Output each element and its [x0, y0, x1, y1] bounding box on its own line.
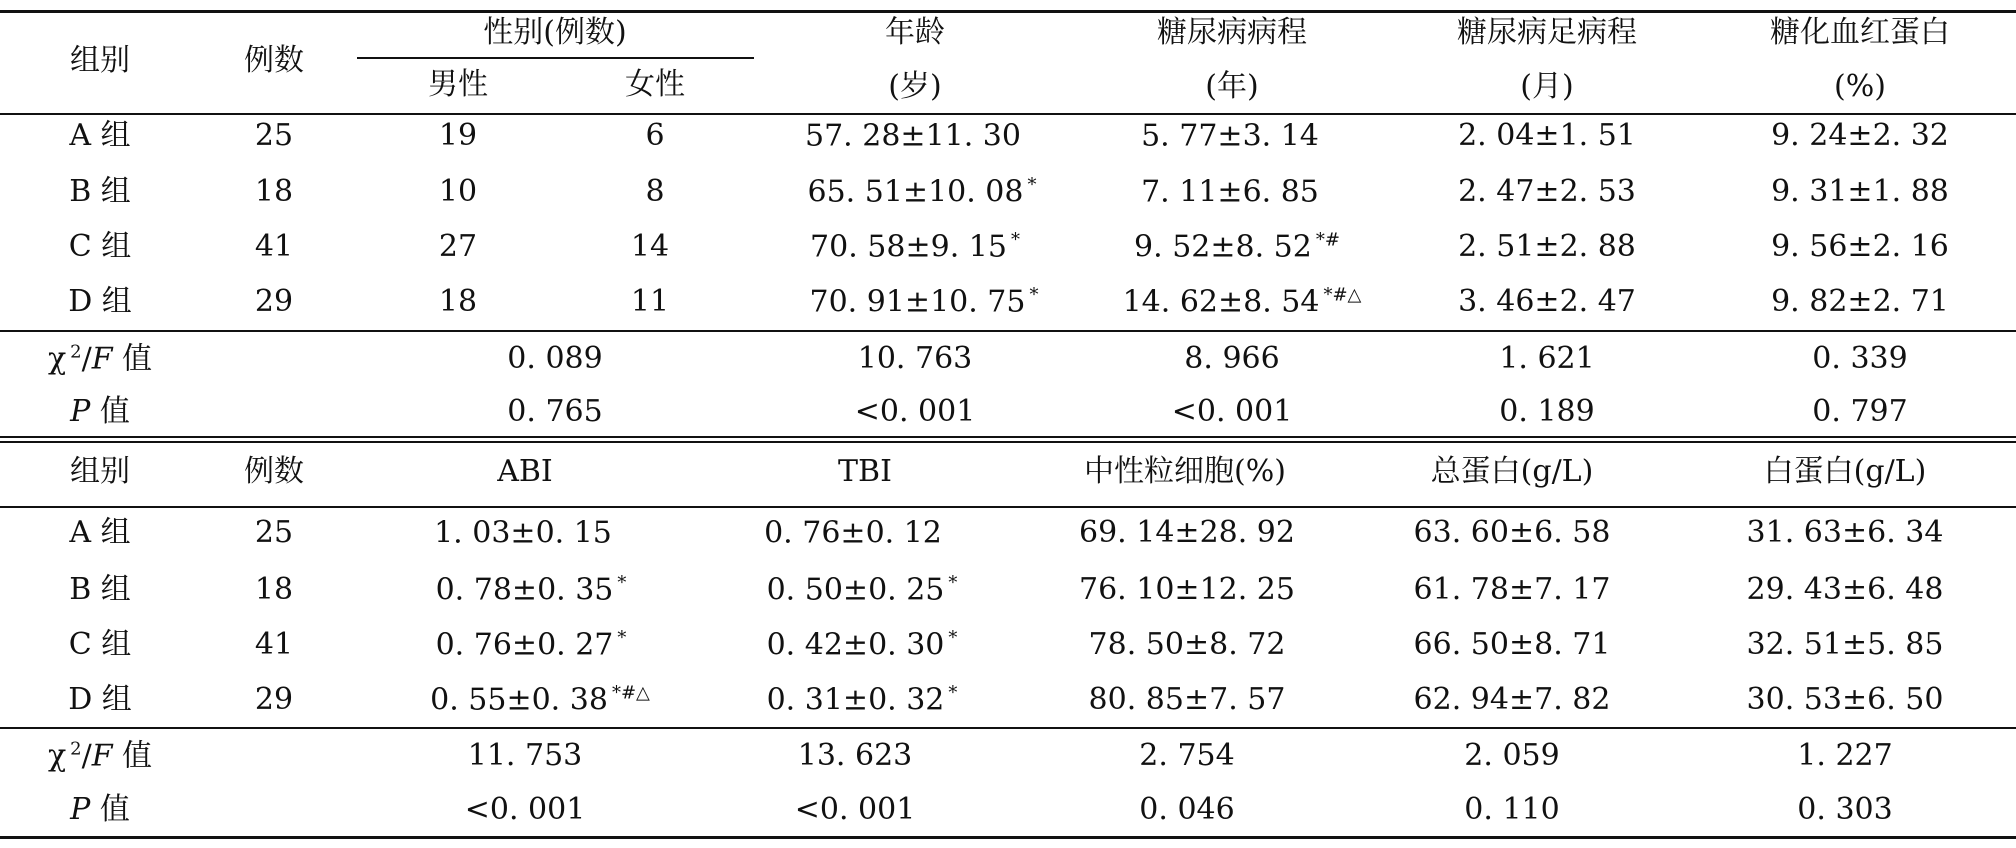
table2-chi-f-alb: 1. 227: [1797, 738, 1893, 773]
table2-row-b-tp: 61. 78±7. 17: [1413, 572, 1611, 607]
table1-row-b-dm-course: 7. 11±6. 85: [1141, 174, 1319, 210]
table1-row-d-hba1c: 9. 82±2. 71: [1771, 284, 1949, 319]
table1-row-a-female: 6: [645, 118, 665, 153]
table2-row-b-alb: 29. 43±6. 48: [1746, 572, 1944, 607]
table2-header-tbi: TBI: [838, 454, 892, 489]
table1-row-a-count: 25: [254, 118, 294, 153]
table2-row-d-group: D 组: [68, 682, 132, 717]
table1-row-a-dm-course: 5. 77±3. 14: [1141, 118, 1319, 154]
table2-row-a-group: A 组: [69, 515, 131, 550]
table1-chi-f-age: 10. 763: [857, 341, 973, 376]
table2-chi-f-label: χ $^2$/F 值: [47, 738, 153, 774]
table1-row-d-age: 70. 91±10. 75 *: [809, 284, 1039, 320]
table2-row-d-count: 29: [254, 682, 294, 717]
table1-chi-f-sex: 0. 089: [507, 341, 603, 376]
table1-row-d-male: 18: [438, 284, 478, 319]
table2-header-count: 例数: [244, 454, 304, 489]
table1-row-c-foot-course: 2. 51±2. 88: [1458, 229, 1636, 264]
table2-row-c-count: 41: [254, 627, 294, 662]
table1-body-rule: [0, 330, 2016, 332]
table2-chi-f-tbi: 13. 623: [797, 738, 913, 773]
header-dm-course: 糖尿病病程: [1157, 15, 1307, 50]
table2-bottom-rule: [0, 836, 2016, 839]
table1-row-c-count: 41: [254, 229, 294, 264]
table2-row-c-alb: 32. 51±5. 85: [1746, 627, 1944, 662]
table2-row-b-neut: 76. 10±12. 25: [1079, 572, 1295, 607]
table-split-rule-2: [0, 441, 2016, 443]
header-foot-course-unit: (月): [1520, 69, 1574, 104]
table2-chi-f-tp: 2. 059: [1464, 738, 1560, 773]
table2-row-b-abi: 0. 78±0. 35 *: [435, 572, 627, 608]
header-hba1c-unit: (%): [1834, 69, 1886, 104]
header-foot-course: 糖尿病足病程: [1457, 15, 1637, 50]
sex-header-underline: [357, 57, 754, 59]
table1-chi-f-label: χ $^2$/F 值: [47, 341, 153, 377]
table1-row-b-group: B 组: [69, 174, 131, 209]
header-hba1c: 糖化血红蛋白: [1770, 15, 1950, 50]
header-count: 例数: [244, 43, 304, 78]
table1-row-b-foot-course: 2. 47±2. 53: [1458, 174, 1636, 209]
table1-p-sex: 0. 765: [507, 394, 603, 429]
table1-row-c-age: 70. 58±9. 15 *: [810, 229, 1020, 265]
table1-row-c-male: 27: [438, 229, 478, 264]
table1-row-b-male: 10: [438, 174, 478, 209]
table1-row-b-hba1c: 9. 31±1. 88: [1771, 174, 1949, 209]
table2-row-d-neut: 80. 85±7. 57: [1088, 682, 1286, 717]
table1-chi-f-hba1c: 0. 339: [1812, 341, 1908, 376]
table2-header-neut: 中性粒细胞(%): [1084, 454, 1286, 489]
table1-row-c-dm-course: 9. 52±8. 52 *#: [1134, 229, 1340, 265]
table2-p-neut: 0. 046: [1139, 792, 1235, 827]
table2-body-rule: [0, 727, 2016, 729]
table1-row-c-hba1c: 9. 56±2. 16: [1771, 229, 1949, 264]
table2-row-a-tp: 63. 60±6. 58: [1413, 515, 1611, 550]
table2-header-rule: [0, 506, 2016, 508]
table2-header-tp: 总蛋白(g/L): [1430, 454, 1594, 489]
table2-p-alb: 0. 303: [1797, 792, 1893, 827]
table1-p-age: <0. 001: [854, 394, 976, 429]
header-dm-course-unit: (年): [1205, 69, 1259, 104]
table-split-rule-1: [0, 436, 2016, 438]
header-group: 组别: [70, 43, 130, 78]
table1-row-b-age: 65. 51±10. 08 *: [807, 174, 1037, 210]
table1-chi-f-foot-course: 1. 621: [1499, 341, 1595, 376]
table1-p-hba1c: 0. 797: [1812, 394, 1908, 429]
table2-p-tp: 0. 110: [1464, 792, 1560, 827]
table1-p-label: P 值: [70, 394, 130, 429]
table2-row-b-group: B 组: [69, 572, 131, 607]
table2-row-a-count: 25: [254, 515, 294, 550]
table2-row-c-tbi: 0. 42±0. 30 *: [766, 627, 958, 663]
table2-header-alb: 白蛋白(g/L): [1763, 454, 1927, 489]
table2-row-a-abi: 1. 03±0. 15: [434, 515, 612, 551]
table2-row-b-tbi: 0. 50±0. 25 *: [766, 572, 958, 608]
table2-chi-f-neut: 2. 754: [1139, 738, 1235, 773]
table2-row-c-abi: 0. 76±0. 27 *: [435, 627, 627, 663]
table1-row-a-group: A 组: [69, 118, 131, 153]
table2-row-d-alb: 30. 53±6. 50: [1746, 682, 1944, 717]
table2-p-label: P 值: [70, 792, 130, 827]
table2-row-d-abi: 0. 55±0. 38 *#△: [430, 682, 650, 718]
header-sex: 性别(例数): [483, 15, 627, 50]
table2-p-abi: <0. 001: [464, 792, 586, 827]
table2-row-d-tbi: 0. 31±0. 32 *: [766, 682, 958, 718]
table1-chi-f-dm-course: 8. 966: [1184, 341, 1280, 376]
header-male: 男性: [428, 67, 488, 102]
header-age: 年龄: [885, 15, 945, 50]
table2-row-c-tp: 66. 50±8. 71: [1413, 627, 1611, 662]
table2-row-a-neut: 69. 14±28. 92: [1079, 515, 1295, 550]
table1-row-a-foot-course: 2. 04±1. 51: [1458, 118, 1636, 153]
table2-row-c-neut: 78. 50±8. 72: [1088, 627, 1286, 662]
header-age-unit: (岁): [888, 69, 942, 104]
header-female: 女性: [625, 67, 685, 102]
table1-row-b-count: 18: [254, 174, 294, 209]
table1-p-dm-course: <0. 001: [1171, 394, 1293, 429]
table2-row-c-group: C 组: [68, 627, 132, 662]
table2-row-a-alb: 31. 63±6. 34: [1746, 515, 1944, 550]
table1-row-d-foot-course: 3. 46±2. 47: [1458, 284, 1636, 319]
table1-row-d-count: 29: [254, 284, 294, 319]
table1-p-foot-course: 0. 189: [1499, 394, 1595, 429]
table1-header-rule: [0, 113, 2016, 115]
table2-row-d-tp: 62. 94±7. 82: [1413, 682, 1611, 717]
table2-header-abi: ABI: [497, 454, 553, 489]
table1-row-d-female: 11: [630, 284, 670, 319]
table2-p-tbi: <0. 001: [794, 792, 916, 827]
table2-row-b-count: 18: [254, 572, 294, 607]
table1-row-d-group: D 组: [68, 284, 132, 319]
table1-row-a-hba1c: 9. 24±2. 32: [1771, 118, 1949, 153]
table1-row-a-male: 19: [438, 118, 478, 153]
table1-row-b-female: 8: [645, 174, 665, 209]
table1-row-a-age: 57. 28±11. 30: [805, 118, 1021, 154]
table2-chi-f-abi: 11. 753: [467, 738, 583, 773]
table2-header-group: 组别: [70, 454, 130, 489]
table1-row-c-group: C 组: [68, 229, 132, 264]
table1-row-c-female: 14: [630, 229, 670, 264]
table1-top-rule: [0, 10, 2016, 13]
table1-row-d-dm-course: 14. 62±8. 54 *#△: [1122, 284, 1362, 320]
table2-row-a-tbi: 0. 76±0. 12: [764, 515, 942, 551]
